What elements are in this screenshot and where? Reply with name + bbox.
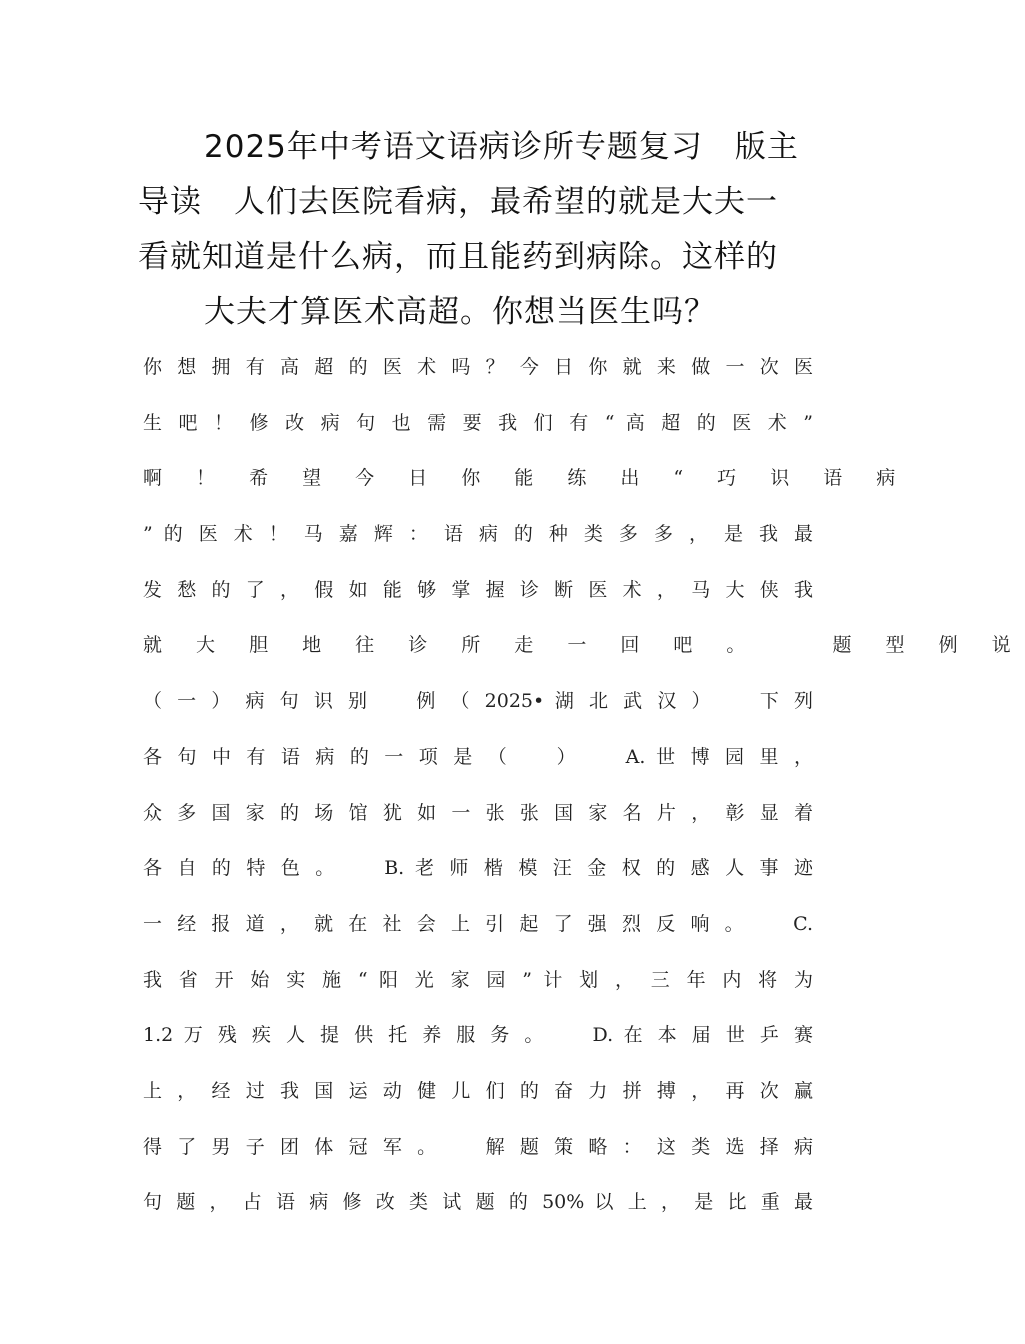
body-line: 发 愁 的 了 ， 假 如 能 够 掌 握 诊 断 医 术 ， 马 大 侠 我: [143, 578, 813, 601]
title-line: 2025年中考语文语病诊所专题复习 版主: [204, 129, 799, 165]
body-line: 就 大 胆 地 往 诊 所 走 一 回 吧 。 题 型 例 说: [143, 634, 1025, 657]
document-title: [138, 120, 818, 340]
title-line: 看就知道是什么病，而且能药到病除。这样的: [138, 239, 778, 275]
body-line: 一 经 报 道 ， 就 在 社 会 上 引 起 了 强 烈 反 响 。 C.: [143, 912, 813, 935]
body-line: 你 想 拥 有 高 超 的 医 术 吗 ？ 今 日 你 就 来 做 一 次 医: [143, 356, 813, 378]
title-line: 大夫才算医术高超。你想当医生吗？: [204, 294, 716, 330]
body-line: 啊 ！ 希 望 今 日 你 能 练 出 “ 巧 识 语 病: [143, 467, 910, 490]
body-line: 各 自 的 特 色 。 B. 老 师 楷 模 汪 金 权 的 感 人 事 迹: [143, 857, 813, 880]
body-line: 各 句 中 有 语 病 的 一 项 是 （ ） A. 世 博 园 里 ，: [143, 745, 813, 768]
body-line: （ 一 ） 病 句 识 别 例 （ 2025• 湖 北 武 汉 ） 下 列: [143, 690, 813, 713]
body-line: ” 的 医 术 ！ 马 嘉 辉 ： 语 病 的 种 类 多 多 ， 是 我 最: [143, 523, 813, 546]
body-line: 1.2 万 残 疾 人 提 供 托 养 服 务 。 D. 在 本 届 世 乒 赛: [143, 1024, 813, 1047]
body-line: 我 省 开 始 实 施 “ 阳 光 家 园 ” 计 划 ， 三 年 内 将 为: [143, 968, 813, 991]
document-body: [143, 340, 1025, 1231]
body-line: 得 了 男 子 团 体 冠 军 。 解 题 策 略 ： 这 类 选 择 病: [143, 1135, 813, 1158]
body-line: 句 题 ， 占 语 病 修 改 类 试 题 的 50% 以 上 ， 是 比 重 最: [143, 1191, 813, 1214]
title-line: 导读 人们去医院看病，最希望的就是大夫一: [138, 184, 778, 220]
body-line: 众 多 国 家 的 场 馆 犹 如 一 张 张 国 家 名 片 ， 彰 显 着: [143, 801, 813, 824]
body-line: 上 ， 经 过 我 国 运 动 健 儿 们 的 奋 力 拼 搏 ， 再 次 赢: [143, 1079, 813, 1102]
body-line: 生 吧 ！ 修 改 病 句 也 需 要 我 们 有 “ 高 超 的 医 术 ”: [143, 411, 813, 434]
